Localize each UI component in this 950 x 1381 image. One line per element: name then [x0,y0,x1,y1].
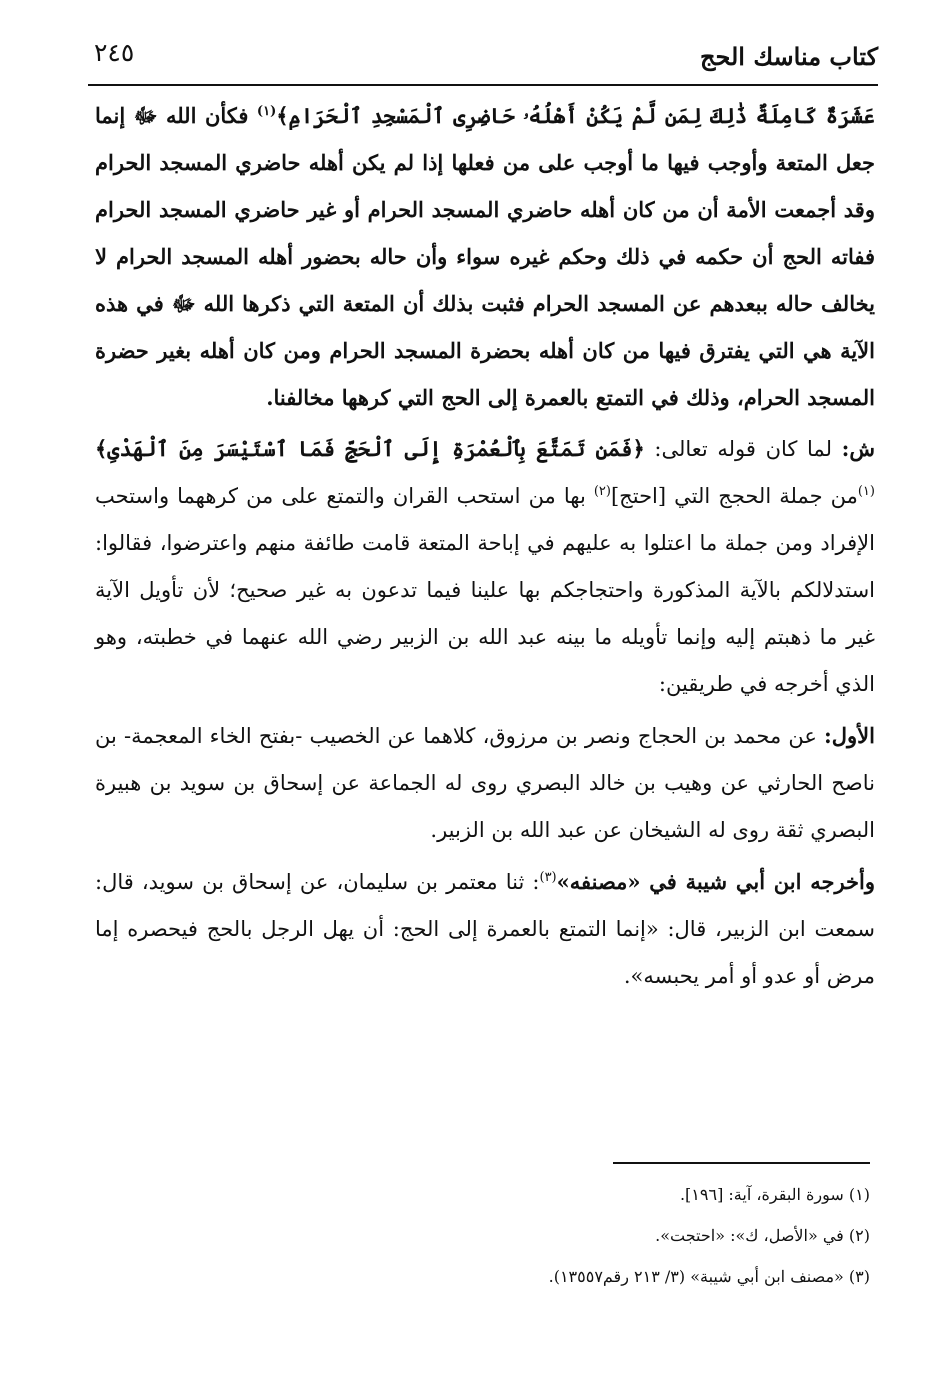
footnote-3: (٣) «مصنف ابن أبي شيبة» (٣/ ٢١٣ رقم١٣٥٥٧). [548,1267,870,1286]
paragraph-text: عن محمد بن الحجاج ونصر بن مرزوق، كلاهما عن الخصيب -بفتح الخاء المعجمة- بن ناصح الحارثي عن وهيب بن خالد البصري روى له الجماعة عن إسحاق بن سويد بن هبيرة البصري ثقة روى له الشيخان عن عبد الله بن الزبير. [95,724,875,842]
quran-verse: عَشَرَةٌ كَامِلَةٌ ذَٰلِكَ لِمَن لَّمْ يَكُنْ أَهْلُهُۥ حَاضِرِى ٱلْمَسْجِدِ ٱلْحَرَامِ﴾ [276,103,875,128]
source-marker: وأخرجه ابن أبي شيبة في «مصنفه» [556,869,876,894]
footnote-ref-2: (٢) [593,484,611,499]
paragraph-quran-commentary [95,92,875,421]
paragraph-text: بها من استحب القران والتمتع على من كرههما واستحب الإفراد ومن جملة ما اعتلوا به عليهم في إباحة المتعة قامت طائفة منهم واعترضوا، فقالوا: استدلالكم بالآية المذكورة واحتجاجكم بها علينا فيما تدعون به غير صحيح؛ لأن تأويل الآية غير ما ذهبتم إليه وإنما تأويله ما بينه عبد الله بن الزبير رضي الله عنهما في خطبته، وهو الذي أخرجه في طريقين: [95,484,875,696]
footnotes [260,1174,870,1297]
header-divider [88,84,878,86]
paragraph-ibn-abi-shayba [95,858,875,1000]
footnote-2: (٢) في «الأصل، ك»: «احتجت». [655,1226,870,1245]
footnote-divider [613,1162,870,1164]
first-chain-marker: الأول: [824,723,875,748]
footnote-1: (١) سورة البقرة، آية: [١٩٦]. [679,1185,870,1204]
paragraph-text: : ثنا معتمر بن سليمان، عن إسحاق بن سويد، قال: سمعت ابن الزبير، قال: «إنما التمتع بالعمرة إلى الحج: أن يهل الرجل بالحج فيحصره إما مرض أو عدو أو أمر يحبسه». [95,870,875,988]
book-title: كتاب مناسك الحج [700,42,878,71]
page-number: ٢٤٥ [94,38,135,67]
footnote-ref-1: (١) [256,104,277,119]
page-header [88,24,878,86]
paragraph-text: فكأن الله ﷻ إنما جعل المتعة وأوجب فيها ما أوجب على من فعلها إذا لم يكن أهله حاضري المسجد الحرام وقد أجمعت الأمة أن من كان أهله حاضري المسجد الحرام أو غير حاضري المسجد الحرام ففاته الحج أن حكمه في ذلك وحكم غيره سواء وأن حاله بحضور أهله المسجد الحرام لا يخالف حاله ببعدهم عن المسجد الحرام فثبت بذلك أن المتعة التي ذكرها الله ﷻ في هذه الآية هي التي يفترق فيها من كان أهله بحضرة المسجد الحرام ومن كان أهله بغير حضرة المسجد الحرام، وذلك في التمتع بالعمرة إلى الحج التي كرهها مخالفنا. [95,103,875,410]
paragraph-text: من جملة الحجج التي [احتج] [610,484,858,508]
footnote-ref-1: (١) [857,484,875,499]
paragraph-sharh [95,425,875,708]
footnote-ref-3: (٣) [539,870,557,885]
paragraph-first-chain [95,712,875,854]
quran-verse: ﴿فَمَن تَمَتَّعَ بِٱلْعُمْرَةِ إِلَى ٱلْحَجِّ فَمَا ٱسْتَيْسَرَ مِنَ ٱلْهَدْىِ﴾ [95,436,645,461]
main-text [95,92,875,1000]
paragraph-text: لما كان قوله تعالى: [644,437,842,461]
sharh-marker: ش: [841,436,875,461]
